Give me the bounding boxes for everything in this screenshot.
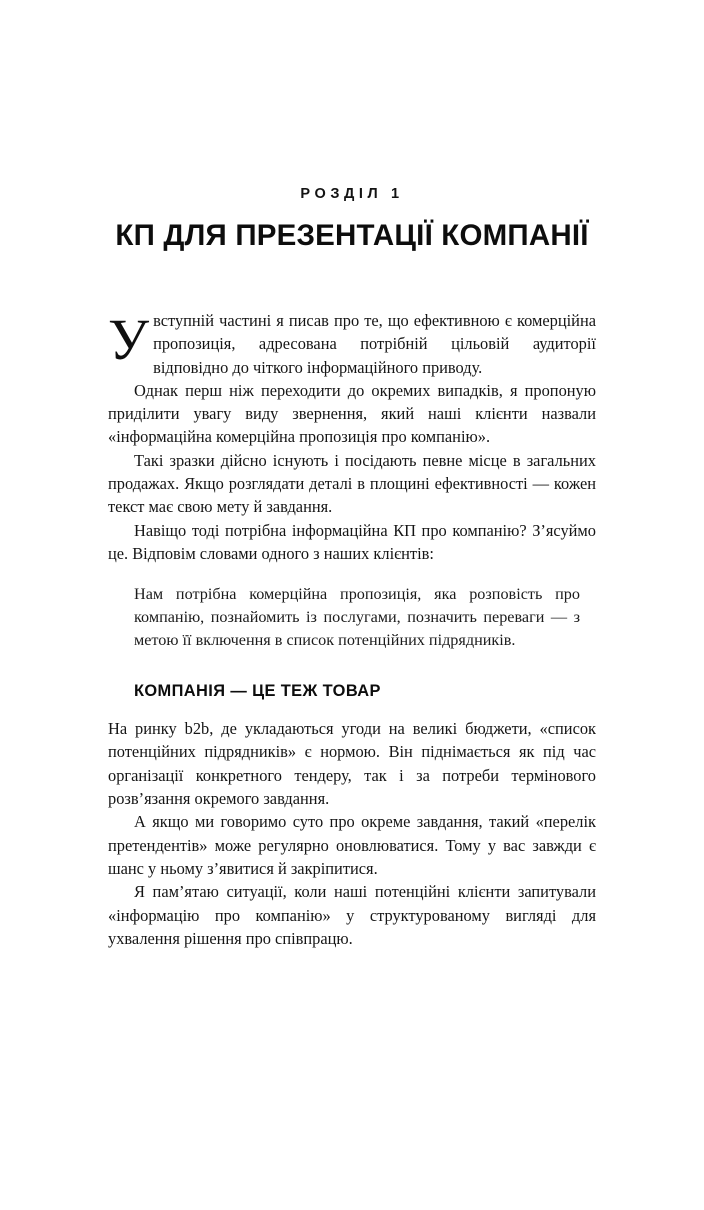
page-title: КП ДЛЯ ПРЕЗЕНТАЦІЇ КОМПАНІЇ	[115, 219, 589, 252]
section-heading: КОМПАНІЯ — ЦЕ ТЕЖ ТОВАР	[134, 682, 381, 701]
paragraph-5: На ринку b2b, де укладаються угоди на великі бюджети, «список потенційних підрядників» є нормою. Він піднімається як під час організації конкретного тендеру, так і за потреби термінового розв’язання окремого завдання.	[108, 719, 596, 809]
paragraph-4: Навіщо тоді потрібна інформаційна КП про компанію? З’ясуймо це. Відповім словами одного з наших клієнтів:	[108, 520, 596, 563]
paragraph-3: Такі зразки дійсно існують і посідають певне місце в загальних продажах. Якщо розглядати деталі в площині ефективності — кожен текст має свою мету й завдання.	[108, 450, 596, 517]
body-text-block	[108, 306, 596, 950]
client-quote-text: Нам потрібна комерційна пропозиція, яка розповість про компанію, познайомить із послугами, позначить переваги — з метою її включення в список потенційних підрядників.	[134, 585, 580, 650]
client-quote-block	[108, 583, 596, 652]
paragraph-2: Однак перш ніж переходити до окремих випадків, я пропоную приділити увагу виду звернення, який наші клієнти назвали «інформаційна комерційна пропозиція про компанію».	[108, 380, 596, 447]
book-page	[0, 186, 704, 1210]
paragraph-intro-text: вступній частині я писав про те, що ефективною є комерційна пропозиція, адресована потрібній цільовій аудиторії відповідно до чіткого інформаційного приводу.	[153, 310, 596, 377]
paragraph-7: Я пам’ятаю ситуації, коли наші потенційні клієнти запитували «інформацію про компанію» у структурованому вигляді для ухвалення рішення про співпрацю.	[108, 882, 596, 948]
chapter-label: РОЗДІЛ 1	[300, 186, 404, 202]
paragraph-intro	[108, 306, 596, 379]
drop-cap-letter: У	[108, 306, 150, 372]
paragraph-6: А якщо ми говоримо суто про окреме завдання, такий «перелік претендентів» може регулярно оновлюватися. Тому у вас завжди є шанс у ньому з’явитися й закріпитися.	[108, 812, 596, 878]
